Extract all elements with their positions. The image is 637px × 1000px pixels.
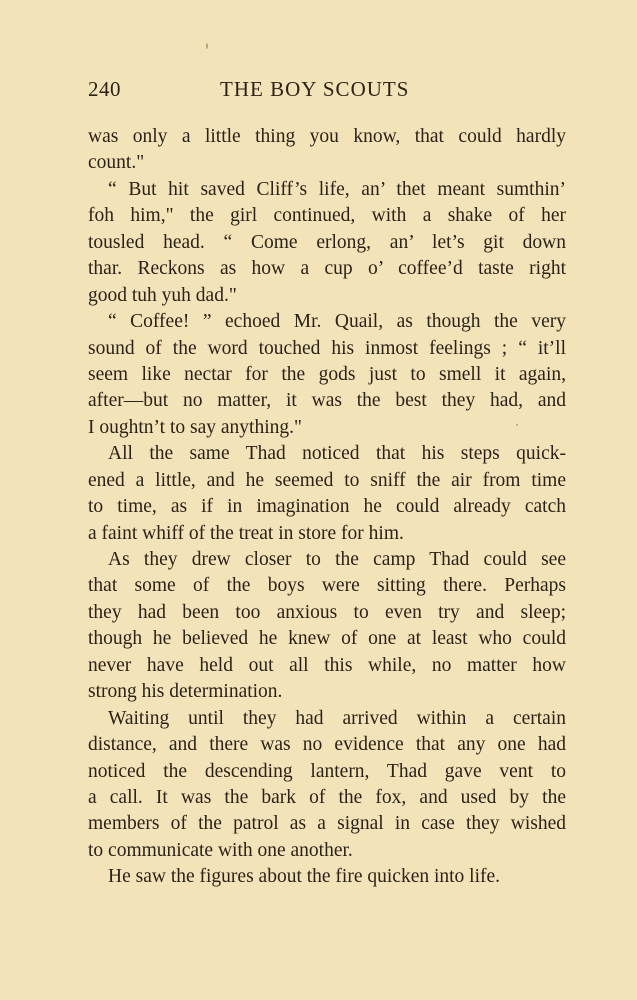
text-line: to time, as if in imagination he could already catch	[88, 496, 566, 518]
body-text	[88, 124, 566, 891]
text-line: “ But hit saved Cliff’s life, an’ thet meant sumthin’	[108, 178, 566, 200]
text-line: tousled head. “ Come erlong, an’ let’s git down	[88, 231, 566, 253]
text-line: after—but no matter, it was the best they had, and	[88, 390, 566, 412]
text-line: Waiting until they had arrived within a certain	[108, 707, 566, 729]
text-line: thar. Reckons as how a cup o’ coffee’d taste right	[88, 258, 566, 280]
running-head	[88, 77, 566, 107]
text-line: ened a little, and he seemed to sniff the air from time	[88, 469, 566, 491]
text-line: seem like nectar for the gods just to smell it again,	[88, 363, 566, 385]
text-line: though he believed he knew of one at least who could	[88, 628, 566, 650]
text-line: a faint whiff of the treat in store for him.	[88, 522, 404, 544]
text-line: a call. It was the bark of the fox, and used by the	[88, 786, 566, 808]
text-line: members of the patrol as a signal in case they wished	[88, 813, 566, 835]
text-line: He saw the figures about the fire quicken into life.	[108, 866, 501, 888]
paper-speck	[206, 43, 208, 49]
text-line: I oughtn’t to say anything."	[88, 416, 302, 438]
text-line: good tuh yuh dad."	[88, 284, 237, 306]
text-line: distance, and there was no evidence that any one had	[88, 734, 566, 756]
text-line: All the same Thad noticed that his steps quick-	[108, 443, 566, 465]
text-line: sound of the word touched his inmost feelings ; “ it’ll	[88, 337, 566, 359]
text-line: count."	[88, 152, 145, 174]
text-line: they had been too anxious to even try and sleep;	[88, 601, 566, 623]
text-line: foh him," the girl continued, with a shake of her	[88, 205, 566, 227]
text-line: never have held out all this while, no matter how	[88, 654, 566, 676]
text-line: that some of the boys were sitting there. Perhaps	[88, 575, 566, 597]
text-line: noticed the descending lantern, Thad gave vent to	[88, 760, 566, 782]
text-line: to communicate with one another.	[88, 839, 353, 861]
text-line: strong his determination.	[88, 681, 283, 703]
text-line: was only a little thing you know, that could hardly	[88, 126, 566, 147]
page-number: 240	[88, 77, 121, 101]
text-line: “ Coffee! ” echoed Mr. Quail, as though the very	[108, 311, 566, 333]
text-line: As they drew closer to the camp Thad could see	[108, 549, 566, 570]
running-title: THE BOY SCOUTS	[220, 77, 410, 101]
